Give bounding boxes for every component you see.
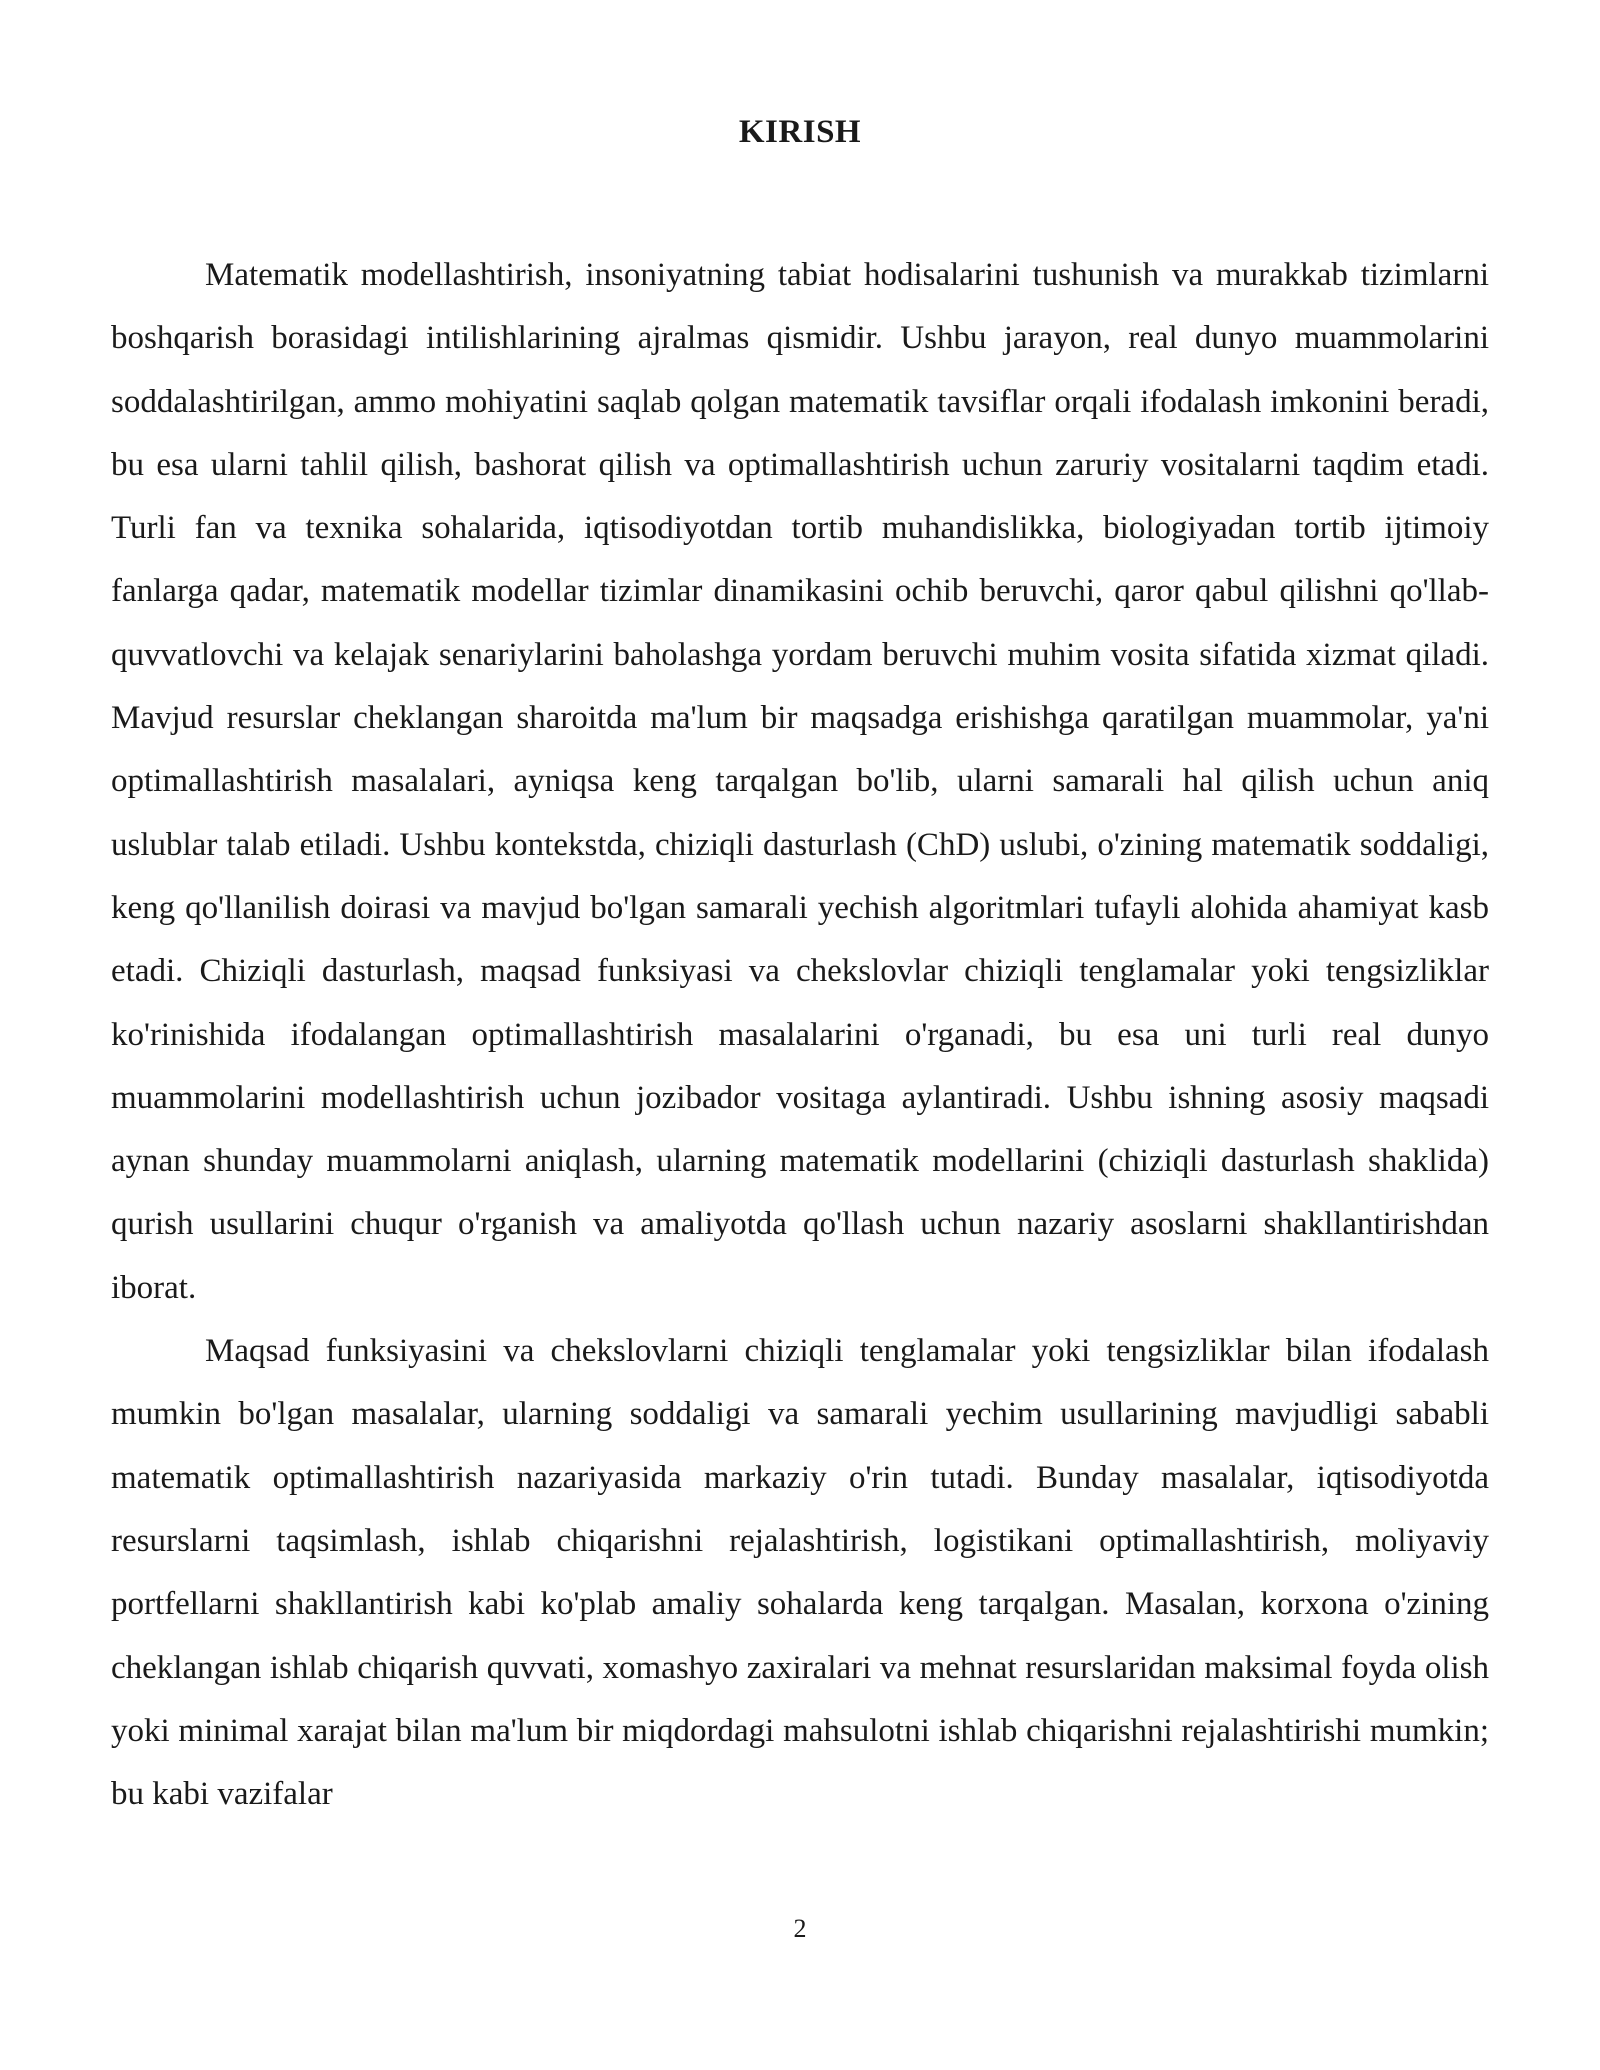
body-text	[111, 244, 1489, 1826]
page-title: KIRISH	[738, 114, 862, 150]
paragraph-1: Matematik modellashtirish, insoniyatning tabiat hodisalarini tushunish va murakkab tizimlarni boshqarish borasidagi intilishlarining ajralmas qismidir. Ushbu jarayon, real dunyo muammolarini soddalashtirilgan, ammo mohiyatini saqlab qolgan matematik tavsiflar orqali ifodalash imkonini beradi, bu esa ularni tahlil qilish, bashorat qilish va optimallashtirish uchun zaruriy vositalarni taqdim etadi. Turli fan va texnika sohalarida, iqtisodiyotdan tortib muhandislikka, biologiyadan tortib ijtimoiy fanlarga qadar, matematik modellar tizimlar dinamikasini ochib beruvchi, qaror qabul qilishni qo'llab-quvvatlovchi va kelajak senariylarini baholashga yordam beruvchi muhim vosita sifatida xizmat qiladi. Mavjud resurslar cheklangan sharoitda ma'lum bir maqsadga erishishga qaratilgan muammolar, ya'ni optimallashtirish masalalari, ayniqsa keng tarqalgan bo'lib, ularni samarali hal qilish uchun aniq uslublar talab etiladi. Ushbu kontekstda, chiziqli dasturlash (ChD) uslubi, o'zining matematik soddaligi, keng qo'llanilish doirasi va mavjud bo'lgan samarali yechish algoritmlari tufayli alohida ahamiyat kasb etadi. Chiziqli dasturlash, maqsad funksiyasi va chekslovlar chiziqli tenglamalar yoki tengsizliklar ko'rinishida ifodalangan optimallashtirish masalalarini o'rganadi, bu esa uni turli real dunyo muammolarini modellashtirish uchun jozibador vositaga aylantiradi. Ushbu ishning asosiy maqsadi aynan shunday muammolarni aniqlash, ularning matematik modellarini (chiziqli dasturlash shaklida) qurish usullarini chuqur o'rganish va amaliyotda qo'llash uchun nazariy asoslarni shakllantirishdan iborat.	[111, 257, 1489, 1306]
paragraph-2: Maqsad funksiyasini va chekslovlarni chiziqli tenglamalar yoki tengsizliklar bilan ifodalash mumkin bo'lgan masalalar, ularning soddaligi va samarali yechim usullarining mavjudligi sababli matematik optimallashtirish nazariyasida markaziy o'rin tutadi. Bunday masalalar, iqtisodiyotda resurslarni taqsimlash, ishlab chiqarishni rejalashtirish, logistikani optimallashtirish, moliyaviy portfellarni shakllantirish kabi ko'plab amaliy sohalarda keng tarqalgan. Masalan, korxona o'zining cheklangan ishlab chiqarish quvvati, xomashyo zaxiralari va mehnat resurslaridan maksimal foyda olish yoki minimal xarajat bilan ma'lum bir miqdordagi mahsulotni ishlab chiqarishni rejalashtirishi mumkin; bu kabi vazifalar	[111, 1333, 1489, 1813]
page-number: 2	[793, 1914, 807, 1943]
